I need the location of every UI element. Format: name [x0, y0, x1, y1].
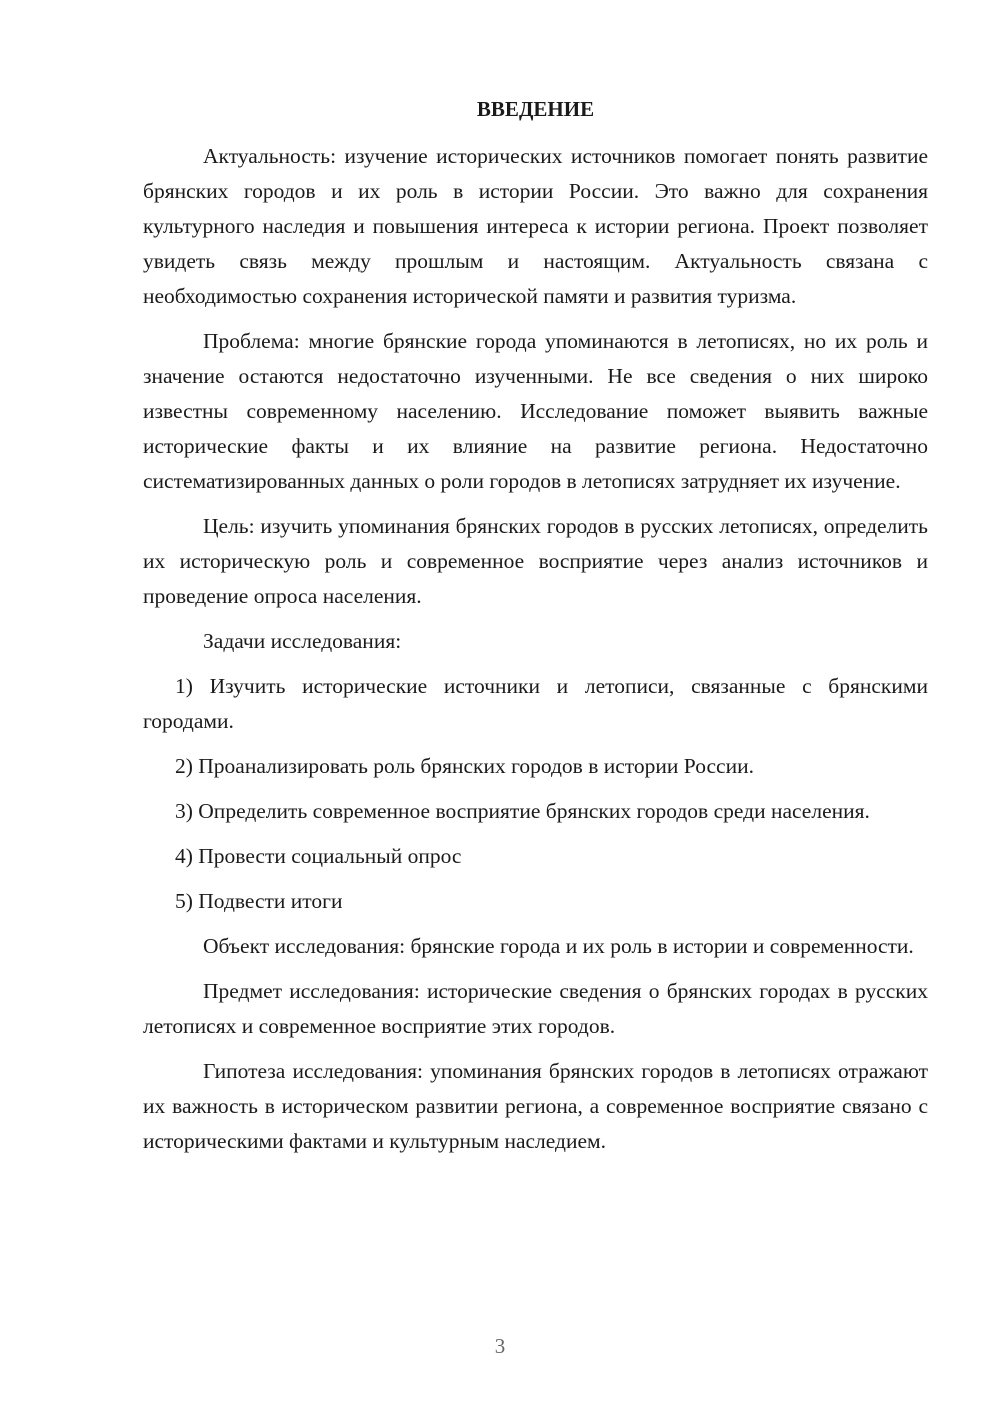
page-number: 3: [494, 1334, 506, 1358]
subject-paragraph: Предмет исследования: исторические сведения о брянских городах в русских летописях и современное восприятие этих городов.: [143, 979, 928, 1038]
task-item: 4) Провести социальный опрос: [175, 844, 462, 868]
document-page: [143, 92, 928, 1169]
goal-paragraph: Цель: изучить упоминания брянских городов в русских летописях, определить их историческую роль и современное восприятие через анализ источников и проведение опроса населения.: [143, 514, 928, 608]
section-title: ВВЕДЕНИЕ: [476, 97, 595, 121]
hypothesis-paragraph: Гипотеза исследования: упоминания брянских городов в летописях отражают их важность в историческом развитии региона, а современное восприятие связано с историческими фактами и культурным наследием.: [143, 1059, 928, 1153]
problem-paragraph: Проблема: многие брянские города упоминаются в летописях, но их роль и значение остаются недостаточно изученными. Не все сведения о них широко известны современному населению. Исследование поможет выявить важные исторические факты и их влияние на развитие региона. Недостаточно систематизированных данных о роли городов в летописях затрудняет их изучение.: [143, 329, 928, 493]
task-item: 2) Проанализировать роль брянских городов в истории России.: [175, 754, 754, 778]
task-item: 3) Определить современное восприятие брянских городов среди населения.: [175, 799, 870, 823]
task-item: 1) Изучить исторические источники и летописи, связанные с брянскими городами.: [143, 674, 928, 733]
relevance-paragraph: Актуальность: изучение исторических источников помогает понять развитие брянских городов и их роль в истории России. Это важно для сохранения культурного наследия и повышения интереса к истории региона. Проект позволяет увидеть связь между прошлым и настоящим. Актуальность связана с необходимостью сохранения исторической памяти и развития туризма.: [143, 144, 928, 308]
object-paragraph: Объект исследования: брянские города и их роль в истории и современности.: [203, 934, 914, 958]
tasks-heading: Задачи исследования:: [203, 629, 402, 653]
task-item: 5) Подвести итоги: [175, 889, 343, 913]
